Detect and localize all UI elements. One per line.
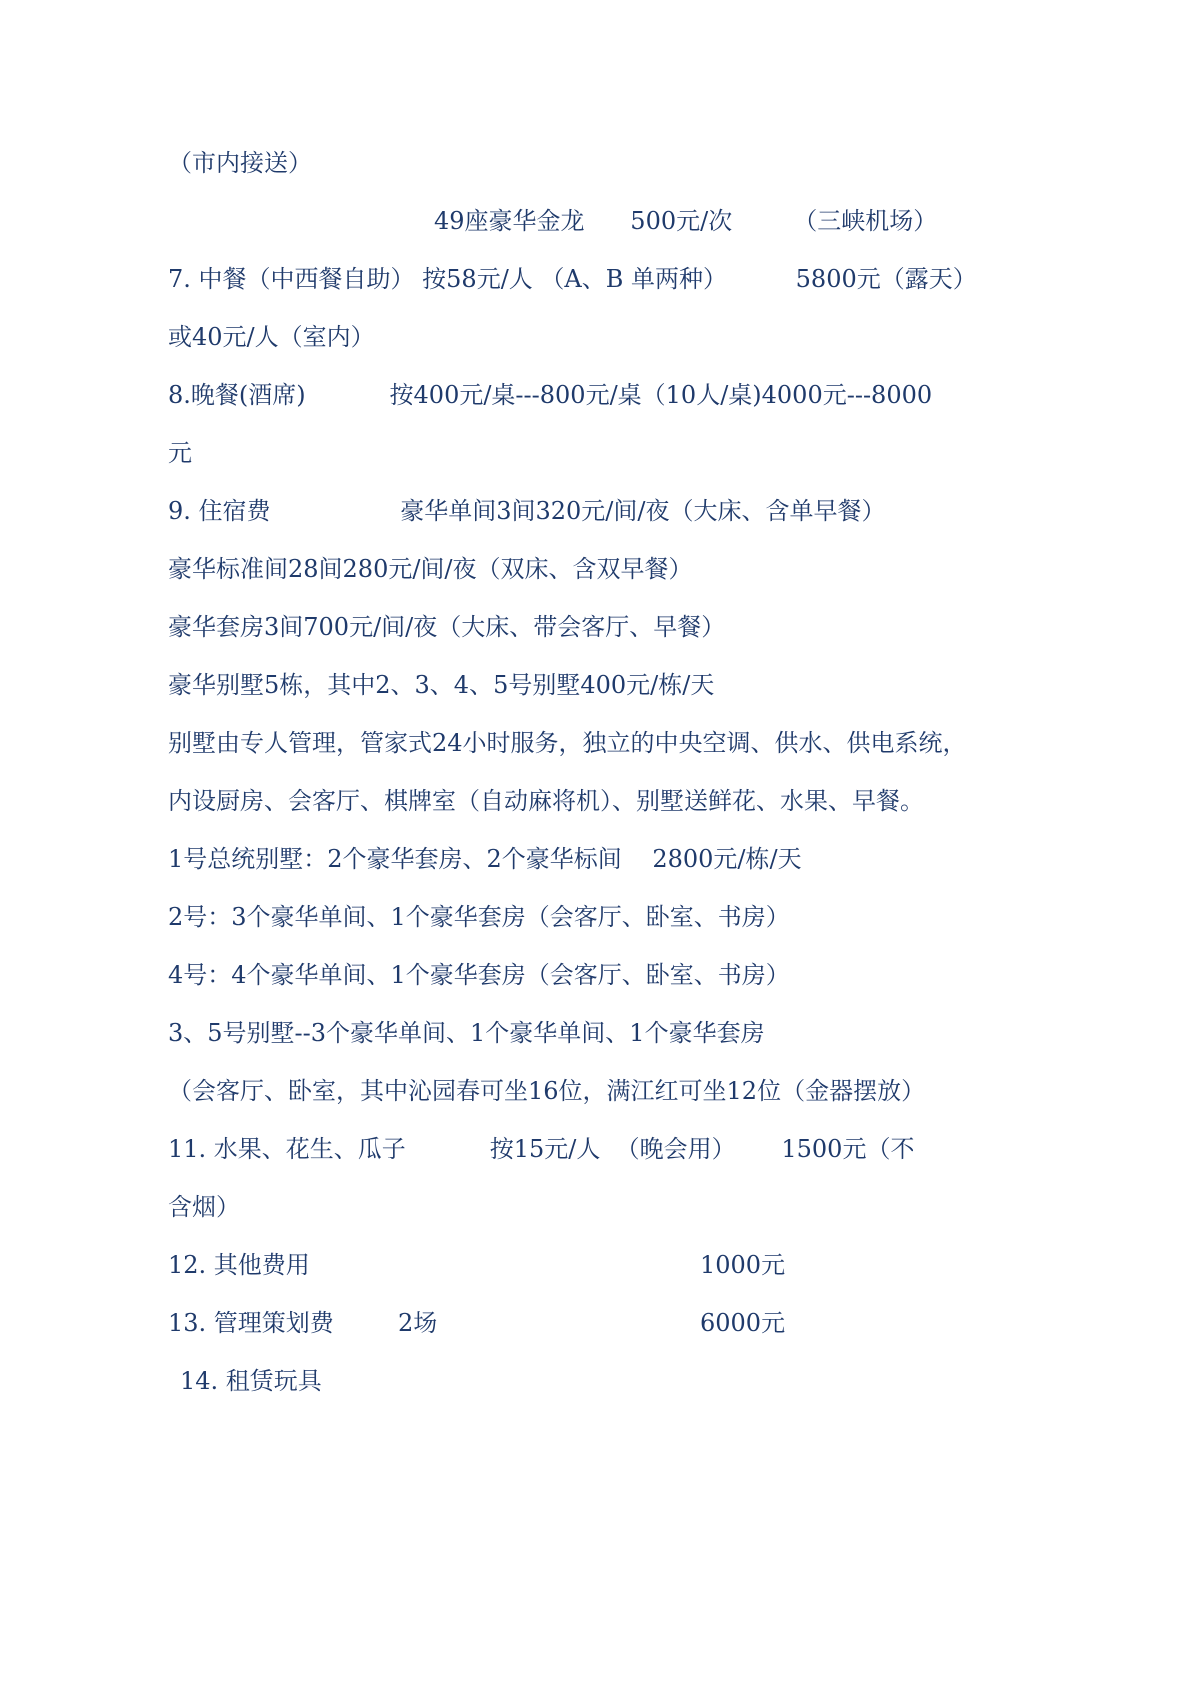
text-line-item-13-planning: 13. 管理策划费 — [168, 1309, 334, 1337]
text-line-item-11-snacks: 11. 水果、花生、瓜子 按15元/人 （晚会用） 1500元（不 — [168, 1135, 915, 1163]
text-value-planning-sessions: 2场 — [398, 1309, 438, 1337]
text-line-item-14-toys: 14. 租赁玩具 — [180, 1367, 322, 1395]
text-line-dinner-unit: 元 — [168, 439, 192, 467]
text-value-other-cost: 1000元 — [700, 1251, 786, 1279]
text-line-standard-room: 豪华标准间28间280元/间/夜（双床、含双早餐） — [168, 555, 693, 583]
text-line-bus-49-seat: 49座豪华金龙 500元/次 （三峡机场） — [434, 207, 938, 235]
text-line-villa-4: 4号：4个豪华单间、1个豪华套房（会客厅、卧室、书房） — [168, 961, 790, 989]
text-value-planning-cost: 6000元 — [700, 1309, 786, 1337]
text-line-suite: 豪华套房3间700元/间/夜（大床、带会客厅、早餐） — [168, 613, 726, 641]
text-line-snacks-note: 含烟） — [168, 1193, 240, 1221]
text-line-lunch-indoor: 或40元/人（室内） — [168, 323, 375, 351]
text-line-villa-3-5: 3、5号别墅--3个豪华单间、1个豪华单间、1个豪华套房 — [168, 1019, 765, 1047]
text-line-item-8-dinner: 8.晚餐(酒席) 按400元/桌---800元/桌（10人/桌)4000元---8000 — [168, 381, 933, 409]
text-line-villa-rooms: （会客厅、卧室，其中沁园春可坐16位，满江红可坐12位（金器摆放） — [168, 1077, 926, 1105]
text-line-villa: 豪华别墅5栋，其中2、3、4、5号别墅400元/栋/天 — [168, 671, 715, 699]
text-line-city-transfer: （市内接送） — [168, 149, 312, 177]
text-line-villa-service: 别墅由专人管理，管家式24小时服务，独立的中央空调、供水、供电系统， — [168, 729, 967, 757]
text-line-villa-1: 1号总统别墅：2个豪华套房、2个豪华标间 2800元/栋/天 — [168, 845, 802, 873]
text-line-item-9-lodging: 9. 住宿费 豪华单间3间320元/间/夜（大床、含单早餐） — [168, 497, 886, 525]
text-line-villa-facilities: 内设厨房、会客厅、棋牌室（自动麻将机）、别墅送鲜花、水果、早餐。 — [168, 787, 924, 815]
text-line-villa-2: 2号：3个豪华单间、1个豪华套房（会客厅、卧室、书房） — [168, 903, 790, 931]
text-line-item-12-other: 12. 其他费用 — [168, 1251, 310, 1279]
text-line-item-7-lunch: 7. 中餐（中西餐自助） 按58元/人 （A、B 单两种） 5800元（露天） — [168, 265, 977, 293]
